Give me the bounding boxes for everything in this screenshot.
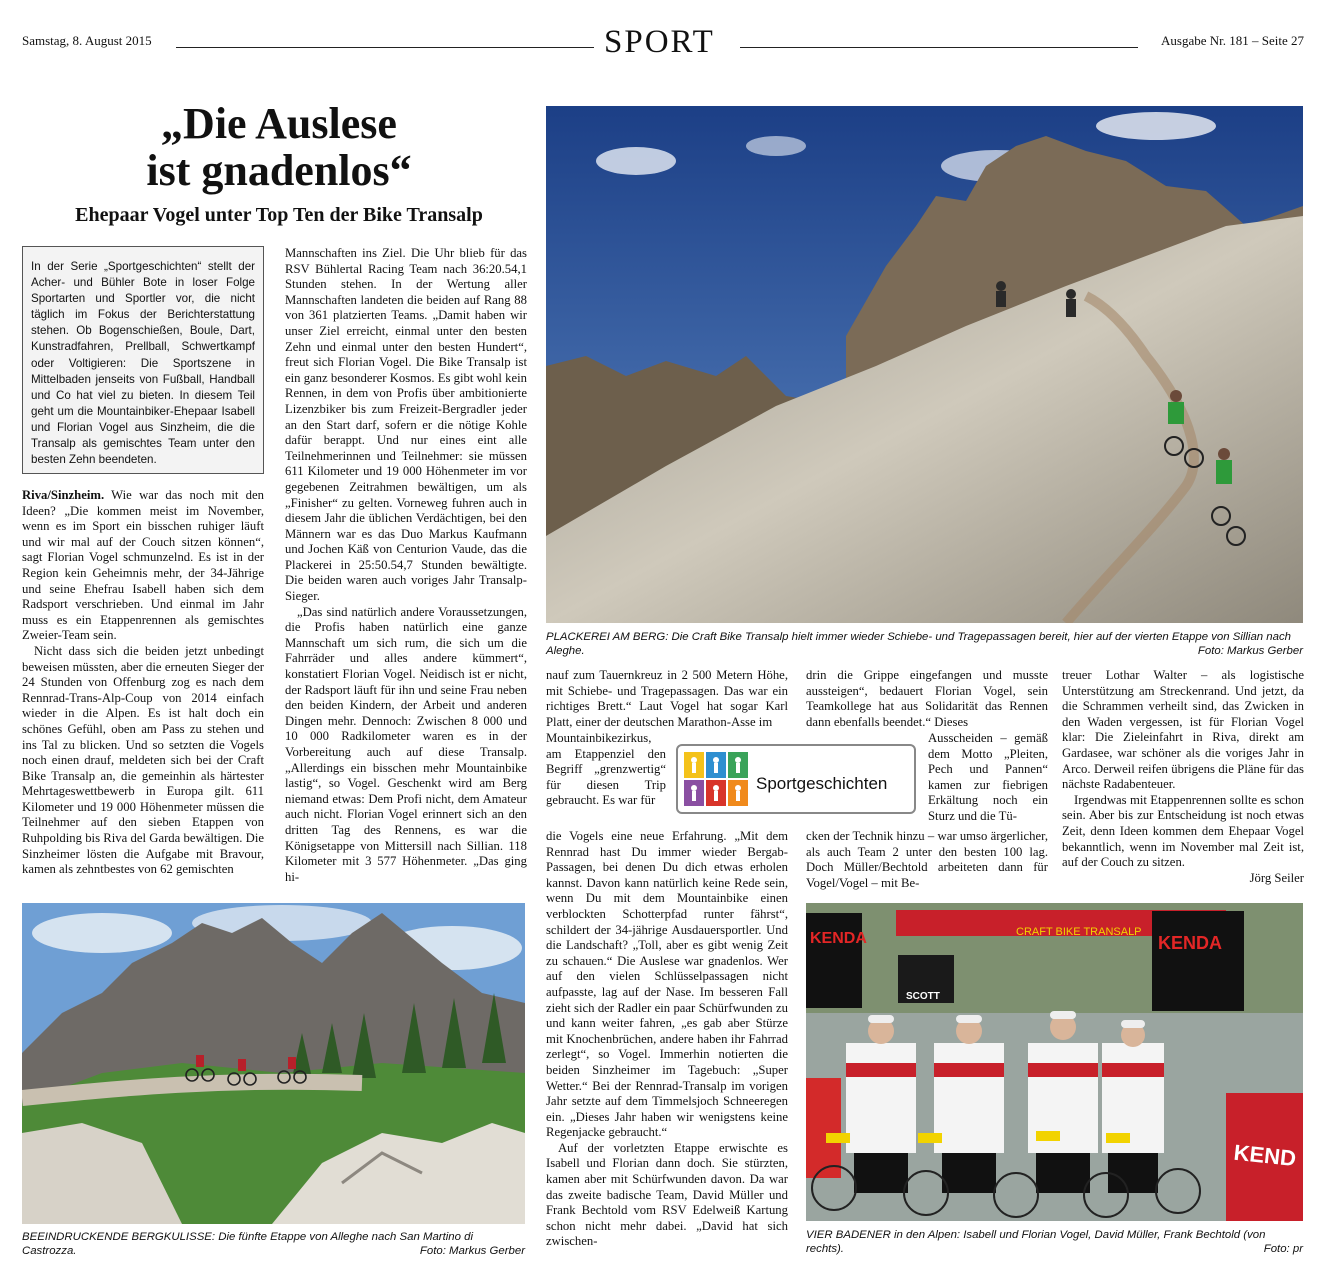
arch-text: CRAFT BIKE TRANSALP	[1016, 926, 1142, 938]
article-column-4-top: drin die Grippe eingefangen und musste aussteigen“, bedauert Florian Vogel, sein Teamkollege hat aus Solidarität das Rennen dann ebenfalls beendet.“ Dieses	[806, 668, 1048, 729]
col3-paragraph-1: die Vogels eine neue Erfahrung. „Mit dem Rennrad hast Du immer wieder Bergab-Passagen, bei denen Du dich etwas erholen kannst. Davon kann natürlich keine Rede sein, wenn Du mit dem Mountainbike einen verblockten Schotterpfad runter fährst“, schildert der 34-jährige Ausdauersportler. Und die Landschaft? „Toll, aber es gibt wenig Zeit zu schauen.“ Die Auslese war gnadenlos. Wer auf den vielen Schlüsselpassagen nicht aufpasste, lag auf der Nase. Im besseren Fall zieht sich der Radler ein paar Schürfwunden zu und kann weiter fahren, „es gab aber Stürze mit Knochenbrüchen, andere haben ihr Fahrrad zerlegt“, so Vogel. Immerhin notierten die beiden Sinzheimer im Tagebuch: „Super Wetter.“ Bei der Rennrad-Transalp im vorigen Jahr setzte auf dem Timmelsjoch Schneeregen ein. „Dieses Jahr haben wir wenigstens keine Regenjacke gebraucht.“	[546, 829, 788, 1140]
caption-right-text: in den Alpen: Isabell und Florian Vogel, David Müller, Frank Bechtold (von rechts).	[806, 1229, 1266, 1255]
kenda-banner-right: KENDA	[1158, 933, 1223, 953]
col5-paragraph-2: Irgendwas mit Etappenrennen sollte es schon sein. Aber bis zur Entscheidung ist noch etwas Zeit, denn Ideen kommen dem Ehepaar Vogel bekanntlich, wenn im November mal Zeit ist, auf der Couch zu sitzen.	[1062, 792, 1304, 870]
headline-line-1: „Die Auslese	[161, 99, 397, 148]
header-date: Samstag, 8. August 2015	[22, 33, 152, 48]
photo-vier-badener-image	[806, 903, 1303, 1221]
caption-left-credit: Foto: Markus Gerber	[419, 1245, 525, 1257]
article-column-3-bottom	[546, 829, 788, 1261]
col5-paragraph-1: treuer Lothar Walter – als logistische Unterstützung am Streckenrand. Und jetzt, da die Schrammen verheilt sind, das Zwicken in den Waden vergessen, ist für Florian Vogel klar: Die Zieleinfahrt in Riva, direkt am Gardasee, war schöner als die voriges Jahr in Arco. Derweil reifen übrigens die Pläne für das nächste Radabenteuer.	[1062, 668, 1304, 792]
article-column-4-narrow: Ausscheiden – gemäß dem Motto „Pleiten, Pech und Pannen“ kamen zur fiebrigen Erkältung noch ein Sturz und die Tü-	[928, 731, 1048, 823]
article-column-1	[22, 488, 264, 892]
logo-title: Sportgeschichten	[756, 774, 888, 793]
photo-vier-badener	[806, 903, 1303, 1221]
header-rule-right	[740, 47, 1138, 48]
article-column-2	[285, 246, 527, 892]
caption-left-lead: BEEINDRUCKENDE BERGKULISSE:	[22, 1231, 216, 1243]
series-infobox: In der Serie „Sportgeschichten“ stellt der Acher- und Bühler Bote in loser Folge Sportarten und Sportler vor, die nicht täglich im Fokus der Berichterstattung stehen. Ob Bogenschießen, Boule, Dart, Kunstradfahren, Prellball, Schwertkampf oder Voltigieren: Die Sportszene in Mittelbaden jenseits von Fußball, Handball und Co hat viel zu bieten. In diesem Teil geht um die Mountainbiker-Ehepaar Isabell und Florian Vogel aus Sinzheim, die die Transalp als gemischtes Team unter den besten Zehn beendeten.	[22, 246, 264, 474]
headline-line-2: ist gnadenlos“	[146, 146, 412, 195]
caption-left-photo	[22, 1230, 525, 1258]
caption-right-credit: Foto: pr	[1263, 1243, 1303, 1255]
col1-paragraph-1: Wie war das noch mit den Ideen? „Die kommen meist im November, wenn es im Sport ein bisschen ruhiger läuft und wir mal auf der Couch sitzen können“, sagt Florian Vogel schmunzelnd. Es ist in der Region kein Geheimnis mehr, der 34-Jährige und seine Ehefrau Isabell haben sich dem Radsport verschrieben. Und einmal im Jahr muss es ein Etappenrennen als gemischtes Zweier-Team sein.	[22, 488, 264, 643]
article-column-3-narrow: Mountainbikezirkus, am Etappenziel den Begriff „grenzwertig“ für diesen Trip gebraucht. Es war für	[546, 731, 666, 808]
photo-bergkulisse	[22, 903, 525, 1224]
caption-right-lead: VIER BADENER	[806, 1229, 891, 1241]
caption-top-lead: PLACKEREI AM BERG:	[546, 631, 669, 643]
section-title: SPORT	[604, 24, 715, 60]
subheadline: Ehepaar Vogel unter Top Ten der Bike Transalp	[75, 204, 483, 226]
photo-mountain-climb	[546, 106, 1303, 623]
col2-paragraph-1: Mannschaften ins Ziel. Die Uhr blieb für das RSV Bühlertal Racing Team nach 36:20.54,1 Stunden stehen. In der Wertung aller Mannschaften landeten die beiden auf Rang 88 von 361 platzierten Teams. „Damit haben wir unser Ziel erreicht, einmal unter den besten Zehn und einmal unter den besten Hundert“, freut sich Florian Vogel. Die Bike Transalp ist ein ganz besonderer Kosmos. Es gibt wohl kein Rennen, in dem von Profis über ambitionierte Lizenzbiker bis zum Freizeit-Bergradler jeder an den Start darf, sofern er die nötige Kohle dafür berappt. Und nur eines eint alle Teilnehmerinnen und Teilnehmer: sie müssen 611 Kilometer und 19 000 Höhenmeter im vor gegebenen Zeitrahmen bewältigen, um als „Finisher“ zu gelten. Vorneweg fuhren auch in diesem Jahr die üblichen Verdächtigen, bei den Männern war es das Duo Markus Kaufmann und Jochen Käß von Centurion Vaude, das die Plackerei in 25:50.54,7 Stunden bewältigte. Die beiden waren auch voriges Jahr Transalp-Sieger.	[285, 246, 527, 604]
caption-left-text: Die fünfte Etappe von Alleghe nach San Martino di Castrozza.	[22, 1231, 473, 1257]
headline	[22, 100, 536, 194]
caption-top-text: Die Craft Bike Transalp hielt immer wieder Schiebe- und Tragepassagen bereit, hier auf der vierten Etappe von Sillian nach Aleghe.	[546, 631, 1291, 657]
sportgeschichten-logo	[676, 744, 916, 814]
author-name: Jörg Seiler	[1249, 870, 1304, 885]
article-column-3-top: nauf zum Tauernkreuz in 2 500 Metern Höhe, mit Schiebe- und Tragepassagen. Das war ein richtiges Brett.“ Laut Vogel hat sogar Karl Platt, einer der deutschen Marathon-Asse im	[546, 668, 788, 729]
photo-bergkulisse-image	[22, 903, 525, 1224]
dateline: Riva/Sinzheim.	[22, 488, 105, 502]
scott-sign: SCOTT	[906, 991, 940, 1002]
sport-icons-grid	[684, 752, 750, 806]
col3-paragraph-2: Auf der vorletzten Etappe erwischte es Isabell und Florian dann doch. Sie stürzten, kamen aber mit Schürfwunden davon. Da war das zweite badische Team, David Müller und Frank Bechtold vom RSV Edelweiß Kartung schon nicht mehr dabei. „David hat sich zwischen-	[546, 1140, 788, 1249]
col2-paragraph-2: „Das sind natürlich andere Voraussetzungen, die Profis haben natürlich eine ganze Mannschaft um sich rum, die sich um die Fahrräder und alles andere kümmert“, konstatiert Florian Vogel. Neidisch ist er nicht, der Radsport läuft für ihn und seine Frau neben den beiden Kindern, der Arbeit und anderen Dingen mehr. Dennoch: Zwischen 8 000 und 10 000 Radkilometer waren es in der Vorbereitung auch auf diese Transalp. „Allerdings ein bisschen mehr Mountainbike lastig“, so Vogel. Geschenkt wird am Berg niemand etwas: Dem Profi nicht, dem Amateur auch nicht. Florian Vogel erinnert sich an den dritten Tag des Rennens, es war die Königsetappe von Mittersill nach Sillian. 118 Kilometer mit 3 577 Höhenmeter. „Das ging hi-	[285, 604, 527, 884]
kenda-side-banner: KEND	[1232, 1139, 1298, 1172]
photo-mountain-climb-image	[546, 106, 1303, 623]
caption-right-photo	[806, 1228, 1303, 1256]
kenda-banner-left: KENDA	[810, 930, 867, 947]
header-issue: Ausgabe Nr. 181 – Seite 27	[1161, 33, 1304, 48]
caption-top-photo	[546, 630, 1303, 658]
article-column-4-bottom: cken der Technik hinzu – war umso ärgerlicher, als auch Team 2 unter den besten 100 lag. Doch Müller/Bechtold arbeiteten dann für Vogel/Vogel – mit Be-	[806, 829, 1048, 890]
article-column-5	[1062, 668, 1304, 890]
col1-paragraph-2: Nicht dass sich die beiden jetzt unbedingt beweisen müssten, aber die erneuten Sieger der 24 Stunden von Offenburg zog es nach dem Rennrad-Trans-Alp-Coup von 2014 einfach wieder in die Alpen. Es ist halt doch ein schönes Gefühl, oben am Pass zu stehen und ins Tal zu blicken. Und so setzten die Vogels noch einen drauf, meldeten sich bei der Craft Bike Transalp an, die gemeinhin als härtester Mehrtageswettbewerb in Europa gilt. 611 Kilometer und 19 000 Höhenmeter müssen die Teilnehmer auf den sieben Etappen von Ruhpolding bis Riva del Garda bewältigen. Die Sinzheimer lösten die Aufgabe mit Bravour, kamen als zehntbestes von 62 gemischten	[22, 643, 264, 877]
header-rule-left	[176, 47, 594, 48]
caption-top-credit: Foto: Markus Gerber	[1197, 645, 1303, 657]
